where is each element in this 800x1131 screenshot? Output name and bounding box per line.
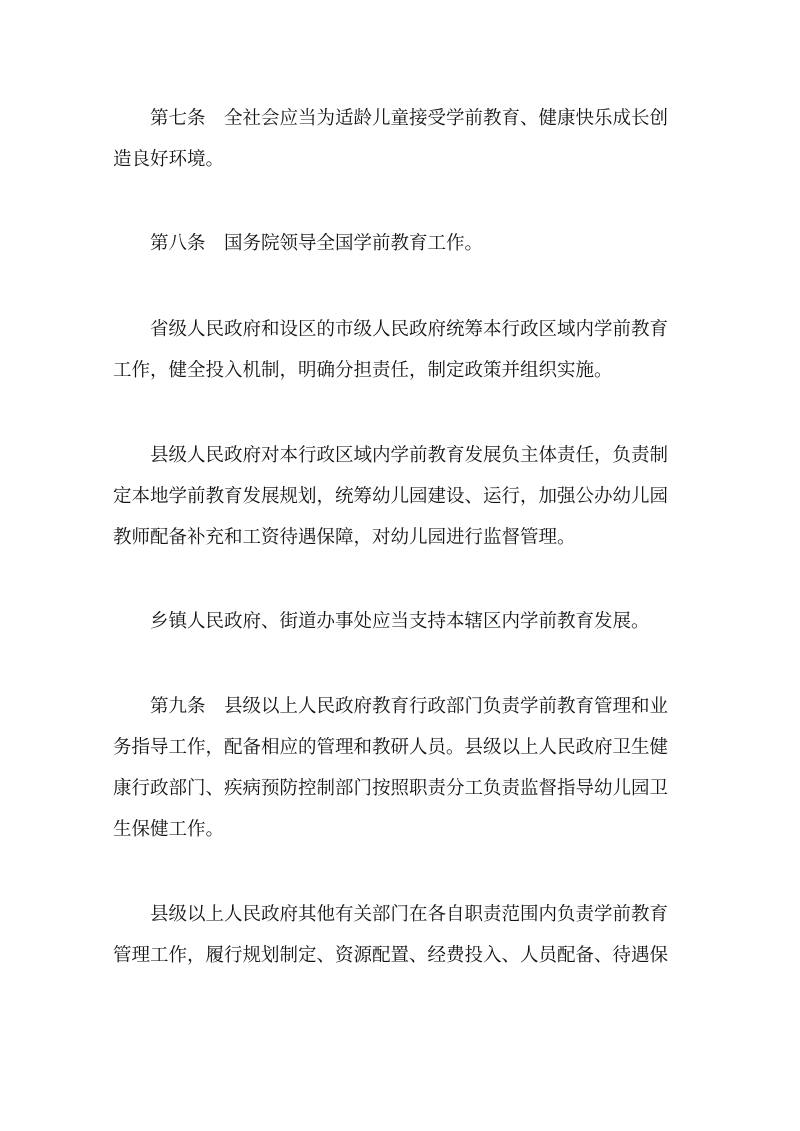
article-9-line-1: 第九条 县级以上人民政府教育行政部门负责学前教育管理和业 xyxy=(150,696,669,717)
paragraph-county-line-1: 县级人民政府对本行政区域内学前教育发展负主体责任，负责制 xyxy=(150,445,669,466)
article-9-line-4: 生保健工作。 xyxy=(113,819,225,840)
paragraph-departments-line-2: 管理工作，履行规划制定、资源配置、经费投入、人员配备、待遇保 xyxy=(113,945,669,966)
paragraph-departments-line-1: 县级以上人民政府其他有关部门在各自职责范围内负责学前教育 xyxy=(150,904,669,925)
paragraph-county-line-2: 定本地学前教育发展规划，统筹幼儿园建设、运行，加强公办幼儿园 xyxy=(113,486,669,507)
paragraph-provincial-line-2: 工作，健全投入机制，明确分担责任，制定政策并组织实施。 xyxy=(113,360,613,381)
article-9-line-3: 康行政部门、疾病预防控制部门按照职责分工负责监督指导幼儿园卫 xyxy=(113,778,669,799)
article-7-line-2: 造良好环境。 xyxy=(113,149,225,170)
paragraph-provincial-line-1: 省级人民政府和设区的市级人民政府统筹本行政区域内学前教育 xyxy=(150,319,669,340)
article-9-line-2: 务指导工作，配备相应的管理和教研人员。县级以上人民政府卫生健 xyxy=(113,737,669,758)
article-8-line-1: 第八条 国务院领导全国学前教育工作。 xyxy=(150,233,484,254)
article-7-line-1: 第七条 全社会应当为适龄儿童接受学前教育、健康快乐成长创 xyxy=(150,108,669,129)
paragraph-county-line-3: 教师配备补充和工资待遇保障，对幼儿园进行监督管理。 xyxy=(113,527,576,548)
paragraph-township-line-1: 乡镇人民政府、街道办事处应当支持本辖区内学前教育发展。 xyxy=(150,611,650,632)
